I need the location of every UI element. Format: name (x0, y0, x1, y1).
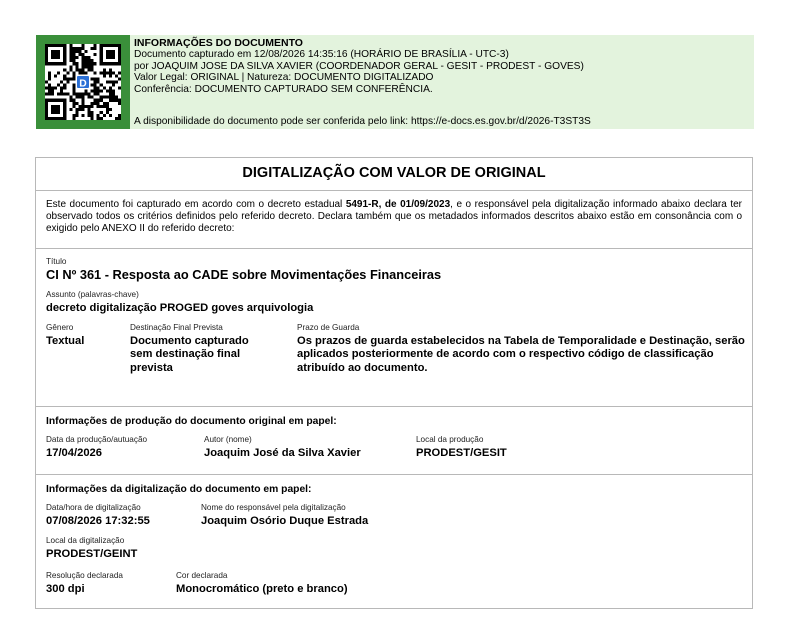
decree-reference: 5491-R, de 01/09/2023 (345, 199, 451, 210)
availability-link-line: A disponibilidade do documento pode ser conferida pelo link: https://e-docs.es.gov.br/d/2026-T3ST3S (134, 116, 591, 128)
production-heading: Informações de produção do documento original em papel: (46, 416, 337, 427)
production-place-label: Local da produção (416, 435, 484, 444)
destinacao-label: Destinação Final Prevista (130, 323, 223, 332)
assunto-label: Assunto (palavras-chave) (46, 290, 139, 299)
color-label: Cor declarada (176, 571, 228, 580)
legal-value-line: Valor Legal: ORIGINAL | Natureza: DOCUMENTO DIGITALIZADO (134, 72, 434, 84)
qr-badge-letter: D (79, 78, 87, 90)
titulo-value: CI Nº 361 - Resposta ao CADE sobre Movimentações Financeiras (46, 267, 442, 282)
genero-value: Textual (46, 335, 85, 347)
prazo-label: Prazo de Guarda (297, 323, 360, 332)
digitization-place-label: Local da digitalização (46, 536, 125, 545)
production-date-value: 17/04/2026 (46, 447, 102, 459)
digitization-place-value: PRODEST/GEINT (46, 548, 138, 560)
qr-code-icon (45, 44, 121, 120)
document-info-band (130, 35, 754, 129)
production-place-value: PRODEST/GESIT (416, 447, 507, 459)
resolution-label: Resolução declarada (46, 571, 123, 580)
responsible-value: Joaquim Osório Duque Estrada (201, 515, 369, 527)
certificate-heading: DIGITALIZAÇÃO COM VALOR DE ORIGINAL (242, 165, 546, 181)
genero-label: Gênero (46, 323, 74, 332)
metadata-section (36, 248, 752, 407)
responsible-label: Nome do responsável pela digitalização (201, 503, 346, 512)
color-value: Monocromático (preto e branco) (176, 583, 348, 595)
intro-paragraph (36, 190, 752, 235)
certificate-heading-section (36, 158, 752, 191)
capture-date-line: Documento capturado em 12/08/2026 14:35:16 (HORÁRIO DE BRASÍLIA - UTC-3) (134, 49, 509, 60)
intro-text-end: , e o responsável pela digitalização informado abaixo declara ter observado todos os critérios definidos pelo referido decreto. Declara também que os metadados informados descritos abaixo estão em consonância com o exigido pelo ANEXO II do referido decreto: (46, 199, 742, 234)
resolution-value: 300 dpi (46, 583, 85, 595)
digitization-certificate (35, 157, 753, 609)
captured-by-line: por JOAQUIM JOSE DA SILVA XAVIER (COORDENADOR GERAL - GESIT - PRODEST - GOVES) (134, 60, 584, 72)
intro-section (36, 190, 752, 249)
prazo-value: Os prazos de guarda estabelecidos na Tabela de Temporalidade e Destinação, serão aplicados posteriormente de acordo com o respectivo código de classificação atribuído ao documento. (297, 335, 745, 374)
intro-text-start: Este documento foi capturado em acordo com o decreto estadual (46, 199, 346, 210)
production-section (36, 406, 752, 475)
titulo-label: Título (46, 257, 67, 266)
conference-line: Conferência: DOCUMENTO CAPTURADO SEM CONFERÊNCIA. (134, 83, 433, 95)
author-label: Autor (nome) (204, 435, 252, 444)
destinacao-value: Documento capturado sem destinação final prevista (130, 335, 249, 374)
author-value: Joaquim José da Silva Xavier (204, 447, 361, 459)
digitization-heading: Informações da digitalização do documento em papel: (46, 484, 312, 495)
qr-code-frame (36, 35, 130, 129)
digitization-datetime-value: 07/08/2026 17:32:55 (46, 515, 150, 527)
digitization-datetime-label: Data/hora de digitalização (46, 503, 141, 512)
digitization-section (36, 474, 752, 608)
document-info-title: INFORMAÇÕES DO DOCUMENTO (134, 37, 303, 49)
assunto-value: decreto digitalização PROGED goves arquivologia (46, 302, 314, 314)
production-date-label: Data da produção/autuação (46, 435, 148, 444)
